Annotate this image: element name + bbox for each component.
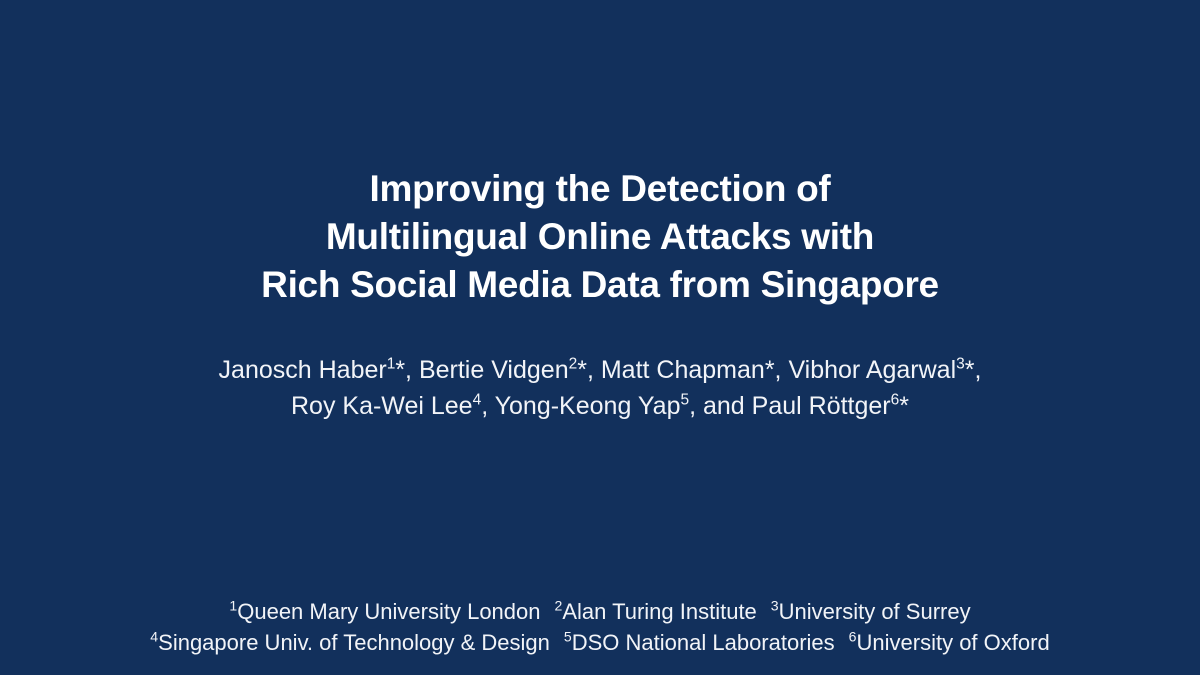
author-affiliation-marker: 1	[386, 355, 396, 373]
affiliation-item: $^5$DSO National Laboratories	[563, 628, 835, 655]
author-affiliation-marker: 2	[568, 355, 578, 373]
author-affiliation-marker: 5	[680, 391, 690, 409]
affiliation-item: $^1$Queen Mary University London	[229, 597, 541, 624]
affiliation-row-1	[0, 596, 1200, 627]
author-line-2: Roy Ka-Wei Lee$^4$, Yong-Keong Yap$^5$, and Paul Röttger$^6$*	[291, 391, 909, 420]
author-affiliation-marker: 4	[472, 391, 482, 409]
author-list	[0, 352, 1200, 424]
affiliation-marker: 2	[554, 597, 563, 614]
affiliation-item: $^4$Singapore Univ. of Technology & Design	[150, 628, 550, 655]
affiliation-list	[0, 596, 1200, 658]
affiliation-marker: 6	[848, 628, 857, 645]
title-line-1: Improving the Detection of	[369, 168, 831, 209]
affiliation-row-2	[0, 627, 1200, 658]
affiliation-item: $^6$University of Oxford	[848, 628, 1050, 655]
author-affiliation-marker: 6	[890, 391, 900, 409]
affiliation-item: $^2$Alan Turing Institute	[554, 597, 757, 624]
affiliation-marker: 5	[563, 628, 572, 645]
title-line-2: Multilingual Online Attacks with	[325, 216, 875, 257]
author-line-1: Janosch Haber$^1$*, Bertie Vidgen$^2$*, Matt Chapman*, Vibhor Agarwal$^3$*,	[218, 355, 982, 384]
author-affiliation-marker: 3	[956, 355, 965, 373]
title-line-3: Rich Social Media Data from Singapore	[261, 264, 939, 305]
presentation-title	[0, 165, 1200, 309]
affiliation-item: $^3$University of Surrey	[770, 597, 971, 624]
affiliation-marker: 1	[229, 597, 238, 614]
affiliation-marker: 4	[150, 628, 159, 645]
affiliation-marker: 3	[770, 597, 779, 614]
